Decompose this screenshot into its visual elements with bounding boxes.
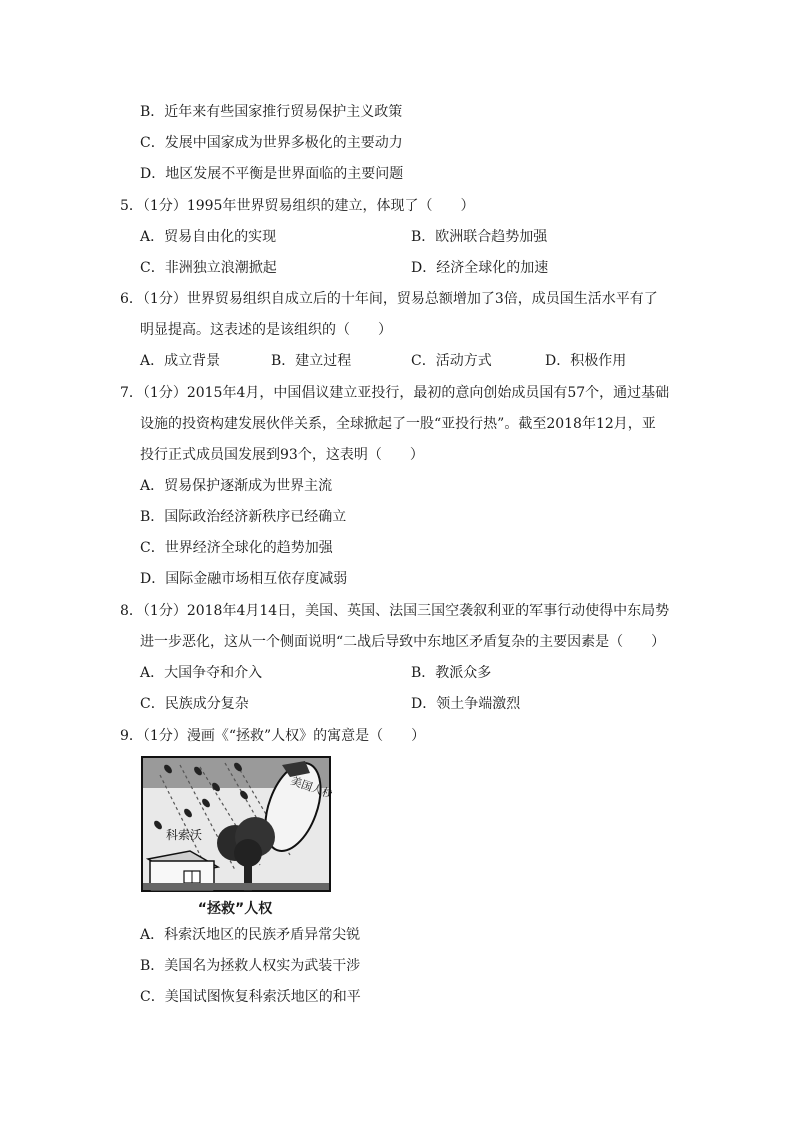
q9-option-b[interactable]: B．美国名为拯救人权实为武装干涉 — [140, 958, 361, 974]
cartoon-illustration — [140, 755, 332, 920]
q6-option-d[interactable]: D．积极作用 — [545, 353, 627, 369]
q8-option-a[interactable]: A．大国争夺和介入 — [140, 665, 263, 681]
q4-option-b[interactable]: B．近年来有些国家推行贸易保护主义政策 — [140, 104, 403, 120]
q4-option-c[interactable]: C．发展中国家成为世界多极化的主要动力 — [140, 135, 403, 151]
q9-option-a[interactable]: A．科索沃地区的民族矛盾异常尖锐 — [140, 927, 361, 943]
ground — [143, 883, 329, 890]
label-bomb-text: 美国人权 — [288, 774, 332, 802]
q7-stem-line1: 7．（1分）2015年4月，中国倡议建立亚投行，最初的意向创始成员国有57个，通过基础 — [120, 385, 670, 401]
q7-stem-line2: 设施的投资构建发展伙伴关系，全球掀起了一股“亚投行热”。截至2018年12月，亚 — [140, 416, 656, 432]
q9-option-c[interactable]: C．美国试图恢复科索沃地区的和平 — [140, 989, 361, 1005]
q7-option-a[interactable]: A．贸易保护逐渐成为世界主流 — [140, 478, 333, 494]
q4-option-d[interactable]: D．地区发展不平衡是世界面临的主要问题 — [140, 166, 404, 182]
q6-option-c[interactable]: C．活动方式 — [411, 353, 492, 369]
q5-stem: 5．（1分）1995年世界贸易组织的建立，体现了（ ） — [120, 198, 475, 214]
q6-stem-line2: 明显提高。这表述的是该组织的（ ） — [140, 322, 392, 338]
q5-option-c[interactable]: C．非洲独立浪潮掀起 — [140, 260, 277, 276]
q6-option-a[interactable]: A．成立背景 — [140, 353, 221, 369]
q7-stem-line3: 投行正式成员国发展到93个，这表明（ ） — [140, 447, 424, 463]
q8-stem-line2: 进一步恶化，这从一个侧面说明“二战后导致中东地区矛盾复杂的主要因素是（ ） — [140, 634, 666, 650]
q6-option-b[interactable]: B．建立过程 — [271, 353, 352, 369]
q8-option-b[interactable]: B．教派众多 — [411, 665, 492, 681]
q9-cartoon — [140, 755, 332, 920]
q7-option-b[interactable]: B．国际政治经济新秩序已经确立 — [140, 509, 347, 525]
cartoon-caption: “拯救”人权 — [197, 901, 273, 917]
q9-stem: 9．（1分）漫画《“拯救”人权》的寓意是（ ） — [120, 728, 426, 744]
q7-option-d[interactable]: D．国际金融市场相互依存度减弱 — [140, 571, 348, 587]
q5-option-b[interactable]: B．欧洲联合趋势加强 — [411, 229, 548, 245]
q8-option-d[interactable]: D．领土争端激烈 — [411, 696, 521, 712]
q8-stem-line1: 8．（1分）2018年4月14日，美国、英国、法国三国空袭叙利亚的军事行动使得中东局势 — [120, 603, 670, 619]
label-kosovo: 科索沃 — [166, 828, 203, 842]
q6-stem-line1: 6．（1分）世界贸易组织自成立后的十年间，贸易总额增加了3倍，成员国生活水平有了 — [120, 291, 658, 307]
q8-option-c[interactable]: C．民族成分复杂 — [140, 696, 249, 712]
q5-option-a[interactable]: A．贸易自由化的实现 — [140, 229, 277, 245]
q7-option-c[interactable]: C．世界经济全球化的趋势加强 — [140, 540, 333, 556]
q5-option-d[interactable]: D．经济全球化的加速 — [411, 260, 549, 276]
